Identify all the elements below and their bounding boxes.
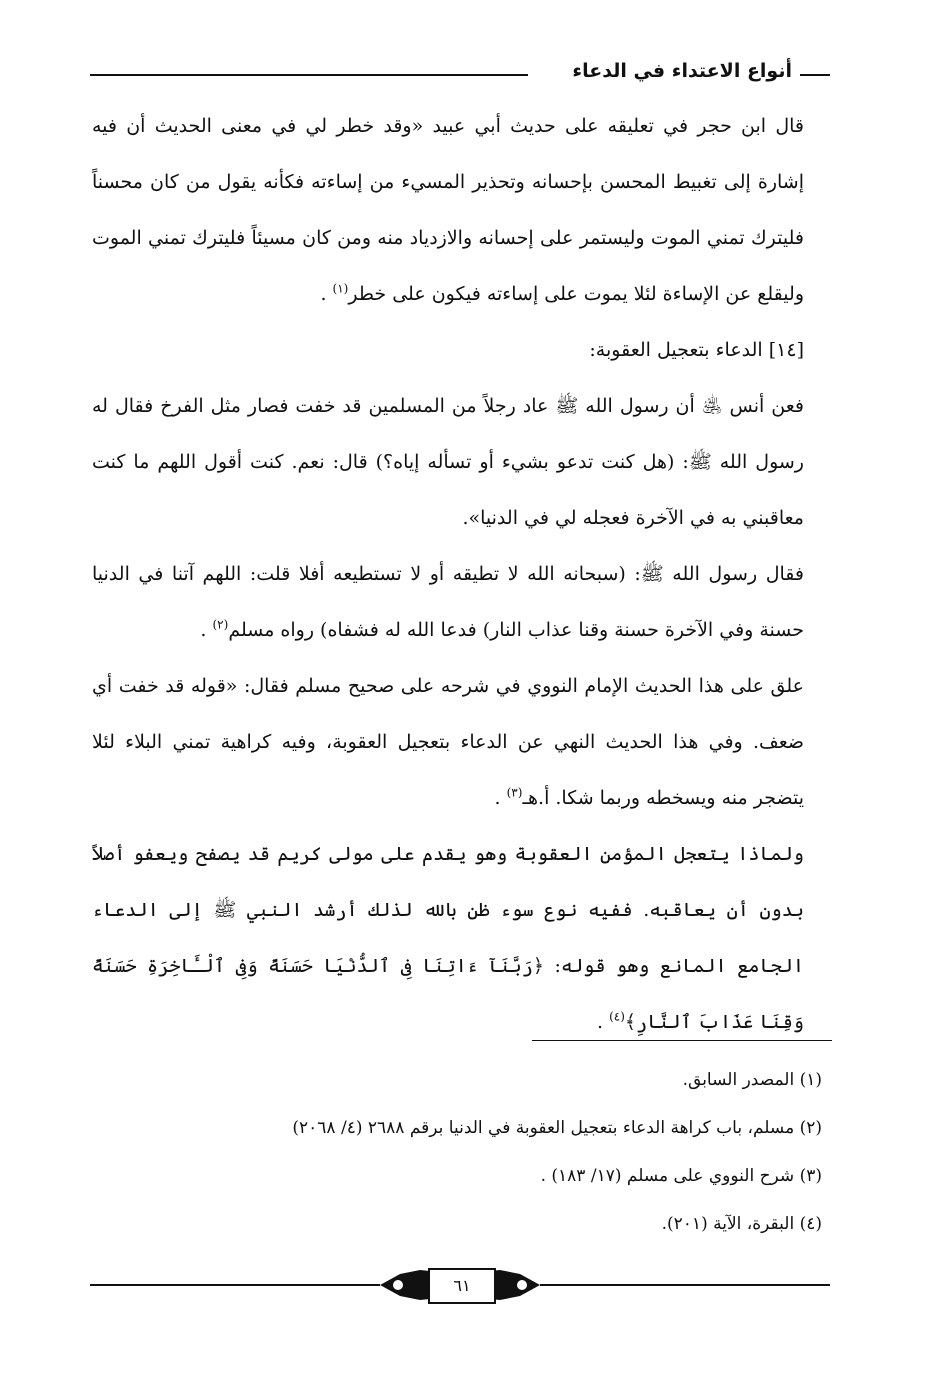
paragraph-text: فعن أنس ﵁ أن رسول الله ﷺ عاد رجلاً من المسلمين قد خفت فصار مثل الفرخ فقال له رسول الله ﷺ: (هل كنت تدعو بشيء أو تسأله إياه؟) قال: نعم. كنت أقول اللهم ما كنت معاقبني به في الآخرة فعجله لي في الدنيا». bbox=[92, 395, 804, 529]
paragraph-4 bbox=[92, 658, 832, 826]
paragraph-tail: . bbox=[320, 283, 327, 305]
footnote-2: (٢) مسلم، باب كراهة الدعاء بتعجيل العقوبة في الدنيا برقم ٢٦٨٨ (٤/ ٢٠٦٨) bbox=[292, 1118, 822, 1138]
footnote-ref: (٢) bbox=[212, 617, 229, 632]
paragraph-text: قال ابن حجر في تعليقه على حديث أبي عبيد «وقد خطر لي في معنى الحديث أن فيه إشارة إلى تغبيط المحسن بإحسانه وتحذير المسيء من إساءته فكأنه يقول من كان محسناً فليترك تمني الموت وليستمر على إحسانه والازدياد منه ومن كان مسيئاً فليترك تمني الموت وليقلع عن الإساءة لئلا يموت على إساءته فيكون على خطر bbox=[92, 115, 804, 305]
header-dash bbox=[800, 74, 830, 76]
footer-rule-right bbox=[540, 1284, 830, 1286]
paragraph-tail: . bbox=[494, 787, 501, 809]
footnote-separator bbox=[532, 1040, 832, 1041]
paragraph-3 bbox=[92, 546, 832, 658]
paragraph-1 bbox=[92, 98, 832, 322]
footnote-1: (١) المصدر السابق. bbox=[682, 1070, 822, 1090]
main-text bbox=[92, 98, 832, 1050]
footnote-4: (٤) البقرة، الآية (٢٠١). bbox=[661, 1214, 822, 1234]
footnote-ref: (١) bbox=[332, 281, 349, 296]
section-heading bbox=[92, 322, 832, 378]
running-header bbox=[90, 56, 830, 92]
header-title: أنواع الاعتداء في الدعاء bbox=[572, 60, 792, 82]
paragraph-tail: . bbox=[200, 619, 207, 641]
page-footer bbox=[90, 1262, 830, 1312]
header-rule bbox=[90, 74, 528, 76]
footnote-ref: (٤) bbox=[609, 1009, 625, 1024]
paragraph-tail: . bbox=[597, 1011, 604, 1033]
paragraph-5 bbox=[92, 826, 832, 1050]
footnote-3: (٣) شرح النووي على مسلم (١٧/ ١٨٣) . bbox=[540, 1166, 822, 1186]
page-number: ٦١ bbox=[428, 1268, 496, 1304]
paragraph-text: علق على هذا الحديث الإمام النووي في شرحه على صحيح مسلم فقال: «قوله قد خفت أي ضعف. وفي هذا الحديث النهي عن الدعاء بتعجيل العقوبة، وفيه كراهية تمني البلاء لئلا يتضجر منه ويسخطه وربما شكا. أ.هـ bbox=[92, 675, 804, 809]
footnote-ref: (٣) bbox=[506, 785, 523, 800]
footer-rule-left bbox=[90, 1284, 380, 1286]
heading-text: [١٤] الدعاء بتعجيل العقوبة: bbox=[589, 339, 804, 361]
paragraph-text: فقال رسول الله ﷺ: (سبحانه الله لا تطيقه أو لا تستطيعه أفلا قلت: اللهم آتنا في الدنيا حسنة وفي الآخرة حسنة وقنا عذاب النار) فدعا الله له فشفاه) رواه مسلم bbox=[92, 563, 804, 641]
footnotes bbox=[92, 1056, 822, 1248]
paragraph-2 bbox=[92, 378, 832, 546]
paragraph-text: ولماذا يتعجل المؤمن العقوبة وهو يقدم على مولى كريم قد يصفح ويعفو أصلاً بدون أن يعاقبه. ففيه نوع سوء ظن بالله لذلك أرشد النبي ﷺ إلى الدعاء الجامع المانع وهو قوله: ﴿رَبَّنَآ ءَاتِنَا فِى ٱلدُّنْيَا حَسَنَةً وَفِى ٱلْـَٔاخِرَةِ حَسَنَةً وَقِنَا عَذَابَ ٱلنَّارِ﴾ bbox=[92, 843, 804, 1033]
